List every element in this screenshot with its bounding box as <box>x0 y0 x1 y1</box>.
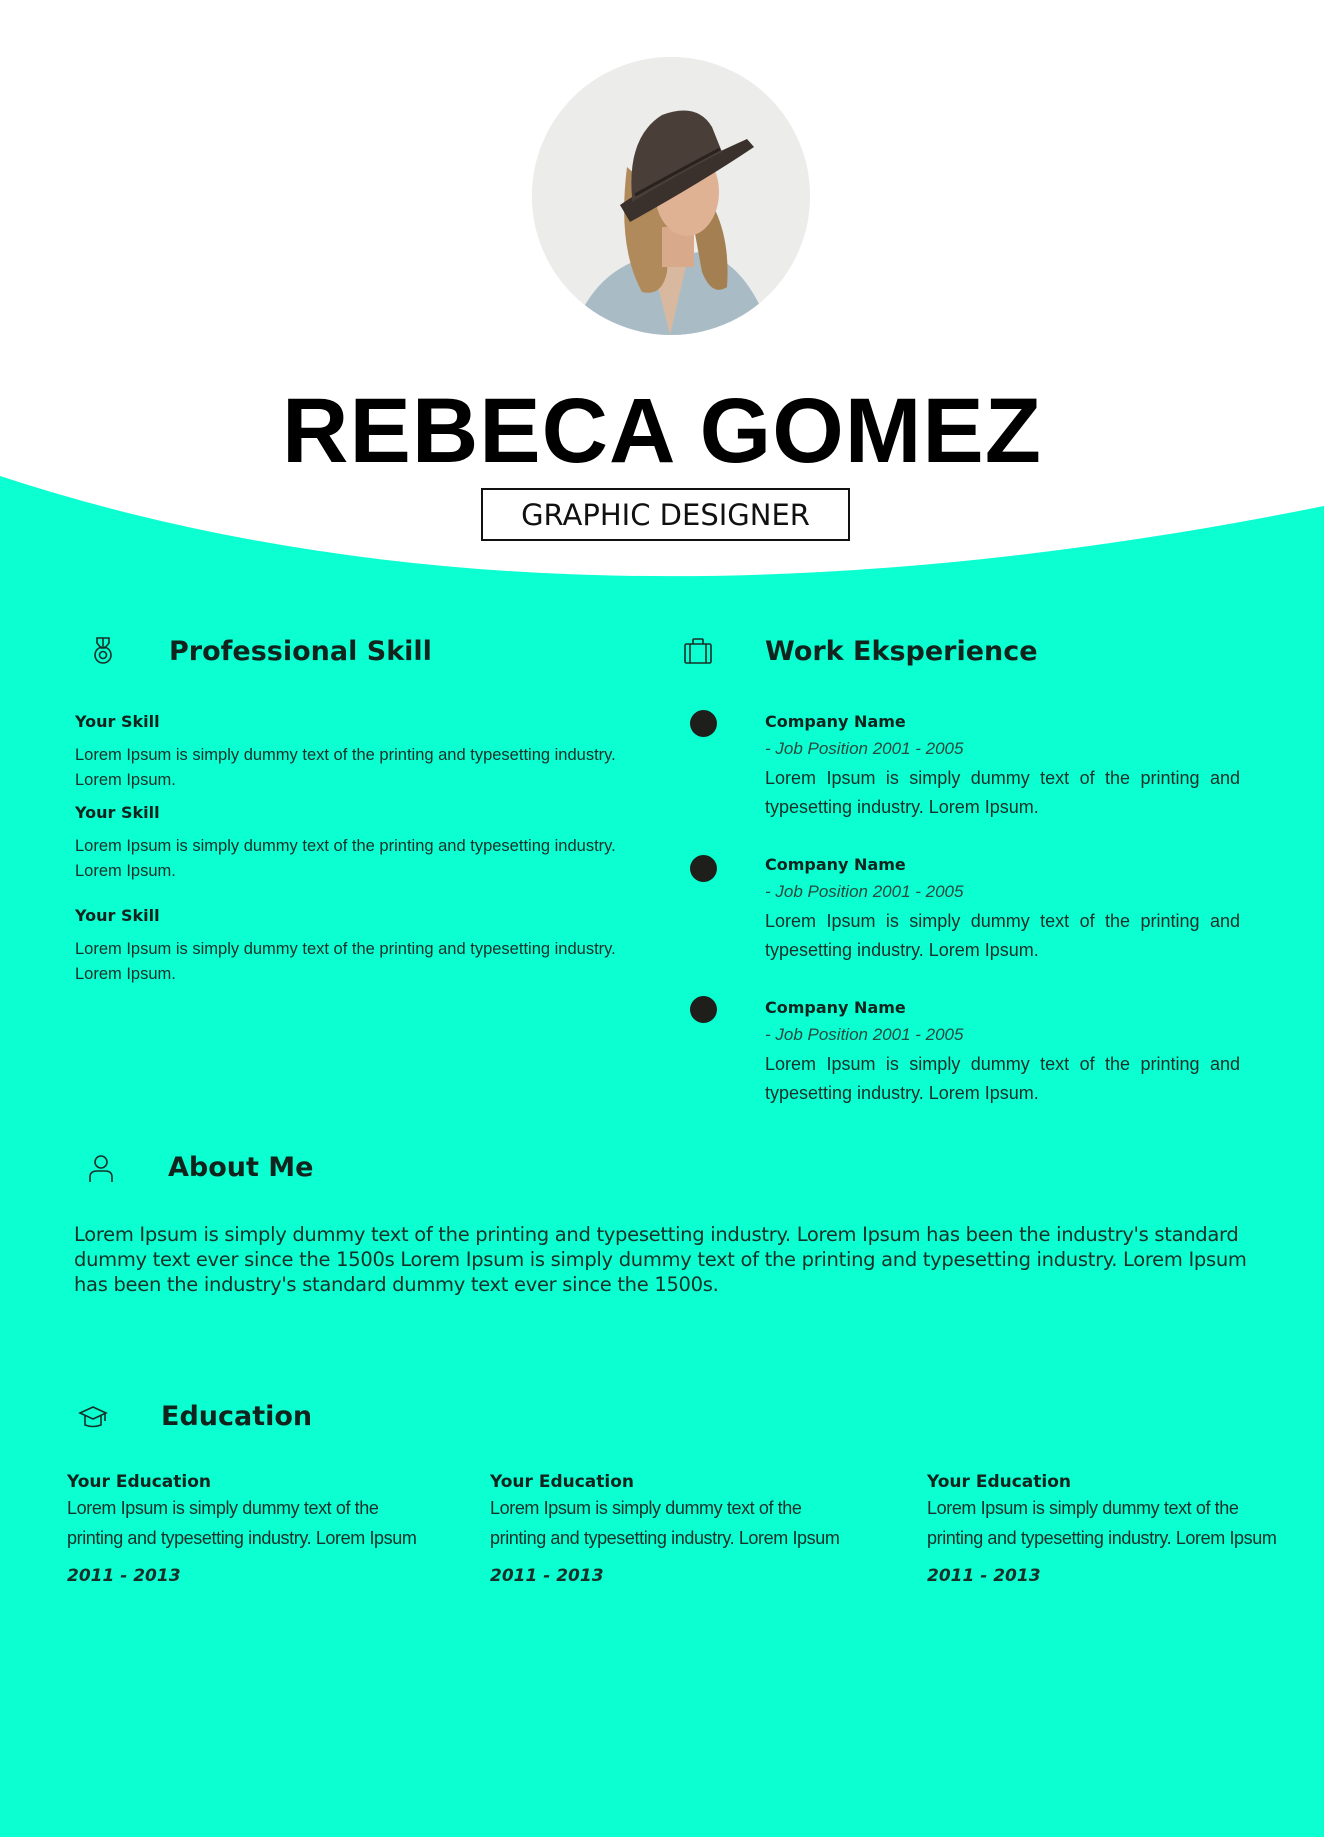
profile-photo <box>532 57 810 335</box>
education-heading: Education <box>161 1401 313 1432</box>
about-me-text: Lorem Ipsum is simply dummy text of the printing and typesetting industry. Lorem Ipsum has been the industry's standard dummy text ever since the 1500s Lorem Ipsum is simply dummy text of the printing and typesetting industry. Lorem Ipsum has been the industry's standard dummy text ever since the 1500s. <box>74 1223 1247 1296</box>
company-name: Company Name <box>765 998 906 1017</box>
education-item <box>67 1472 427 1586</box>
skill-title: Your Skill <box>75 906 160 925</box>
education-years: 2011 - 2013 <box>490 1566 604 1586</box>
job-position: - Job Position 2001 - 2005 <box>765 882 964 901</box>
skill-description: Lorem Ipsum is simply dummy text of the printing and typesetting industry. Lorem Ipsum. <box>75 746 616 789</box>
work-experience-heading: Work Eksperience <box>765 636 1038 667</box>
education-title: Your Education <box>927 1472 1072 1492</box>
skill-description: Lorem Ipsum is simply dummy text of the printing and typesetting industry. Lorem Ipsum. <box>75 940 616 983</box>
work-item <box>765 998 1240 1108</box>
education-years: 2011 - 2013 <box>927 1566 1041 1586</box>
work-description: Lorem Ipsum is simply dummy text of the printing and typesetting industry. Lorem Ipsum. <box>765 768 1240 817</box>
work-item <box>765 855 1240 965</box>
job-title-badge <box>481 488 850 541</box>
education-item <box>927 1472 1287 1586</box>
timeline-dot <box>690 710 717 737</box>
skill-title: Your Skill <box>75 712 160 731</box>
portrait-illustration <box>532 57 810 335</box>
full-name: REBECA GOMEZ <box>282 380 1042 482</box>
work-bullet <box>690 710 717 737</box>
skill-item <box>75 906 635 987</box>
education-description: Lorem Ipsum is simply dummy text of the printing and typesetting industry. Lorem Ipsum <box>927 1498 1277 1548</box>
company-name: Company Name <box>765 712 906 731</box>
job-position: - Job Position 2001 - 2005 <box>765 739 964 758</box>
user-icon <box>86 1153 116 1187</box>
job-position: - Job Position 2001 - 2005 <box>765 1025 964 1044</box>
work-bullet <box>690 996 717 1023</box>
timeline-dot <box>690 996 717 1023</box>
work-item <box>765 712 1240 822</box>
about-me-heading: About Me <box>168 1152 314 1183</box>
work-description: Lorem Ipsum is simply dummy text of the printing and typesetting industry. Lorem Ipsum. <box>765 1054 1240 1103</box>
work-bullet <box>690 855 717 882</box>
skill-title: Your Skill <box>75 803 160 822</box>
education-description: Lorem Ipsum is simply dummy text of the printing and typesetting industry. Lorem Ipsum <box>490 1498 840 1548</box>
medal-icon <box>88 636 118 670</box>
job-title-text: GRAPHIC DESIGNER <box>521 497 810 532</box>
education-title: Your Education <box>490 1472 635 1492</box>
work-description: Lorem Ipsum is simply dummy text of the printing and typesetting industry. Lorem Ipsum. <box>765 911 1240 960</box>
professional-skill-heading: Professional Skill <box>169 636 432 667</box>
education-years: 2011 - 2013 <box>67 1566 181 1586</box>
skill-list <box>75 712 635 987</box>
briefcase-icon <box>683 636 713 670</box>
education-item <box>490 1472 850 1586</box>
skill-item <box>75 803 635 884</box>
skill-description: Lorem Ipsum is simply dummy text of the printing and typesetting industry. Lorem Ipsum. <box>75 837 616 880</box>
skill-item <box>75 712 635 793</box>
education-title: Your Education <box>67 1472 212 1492</box>
company-name: Company Name <box>765 855 906 874</box>
timeline-dot <box>690 855 717 882</box>
education-description: Lorem Ipsum is simply dummy text of the printing and typesetting industry. Lorem Ipsum <box>67 1498 417 1548</box>
graduation-cap-icon <box>78 1403 108 1437</box>
